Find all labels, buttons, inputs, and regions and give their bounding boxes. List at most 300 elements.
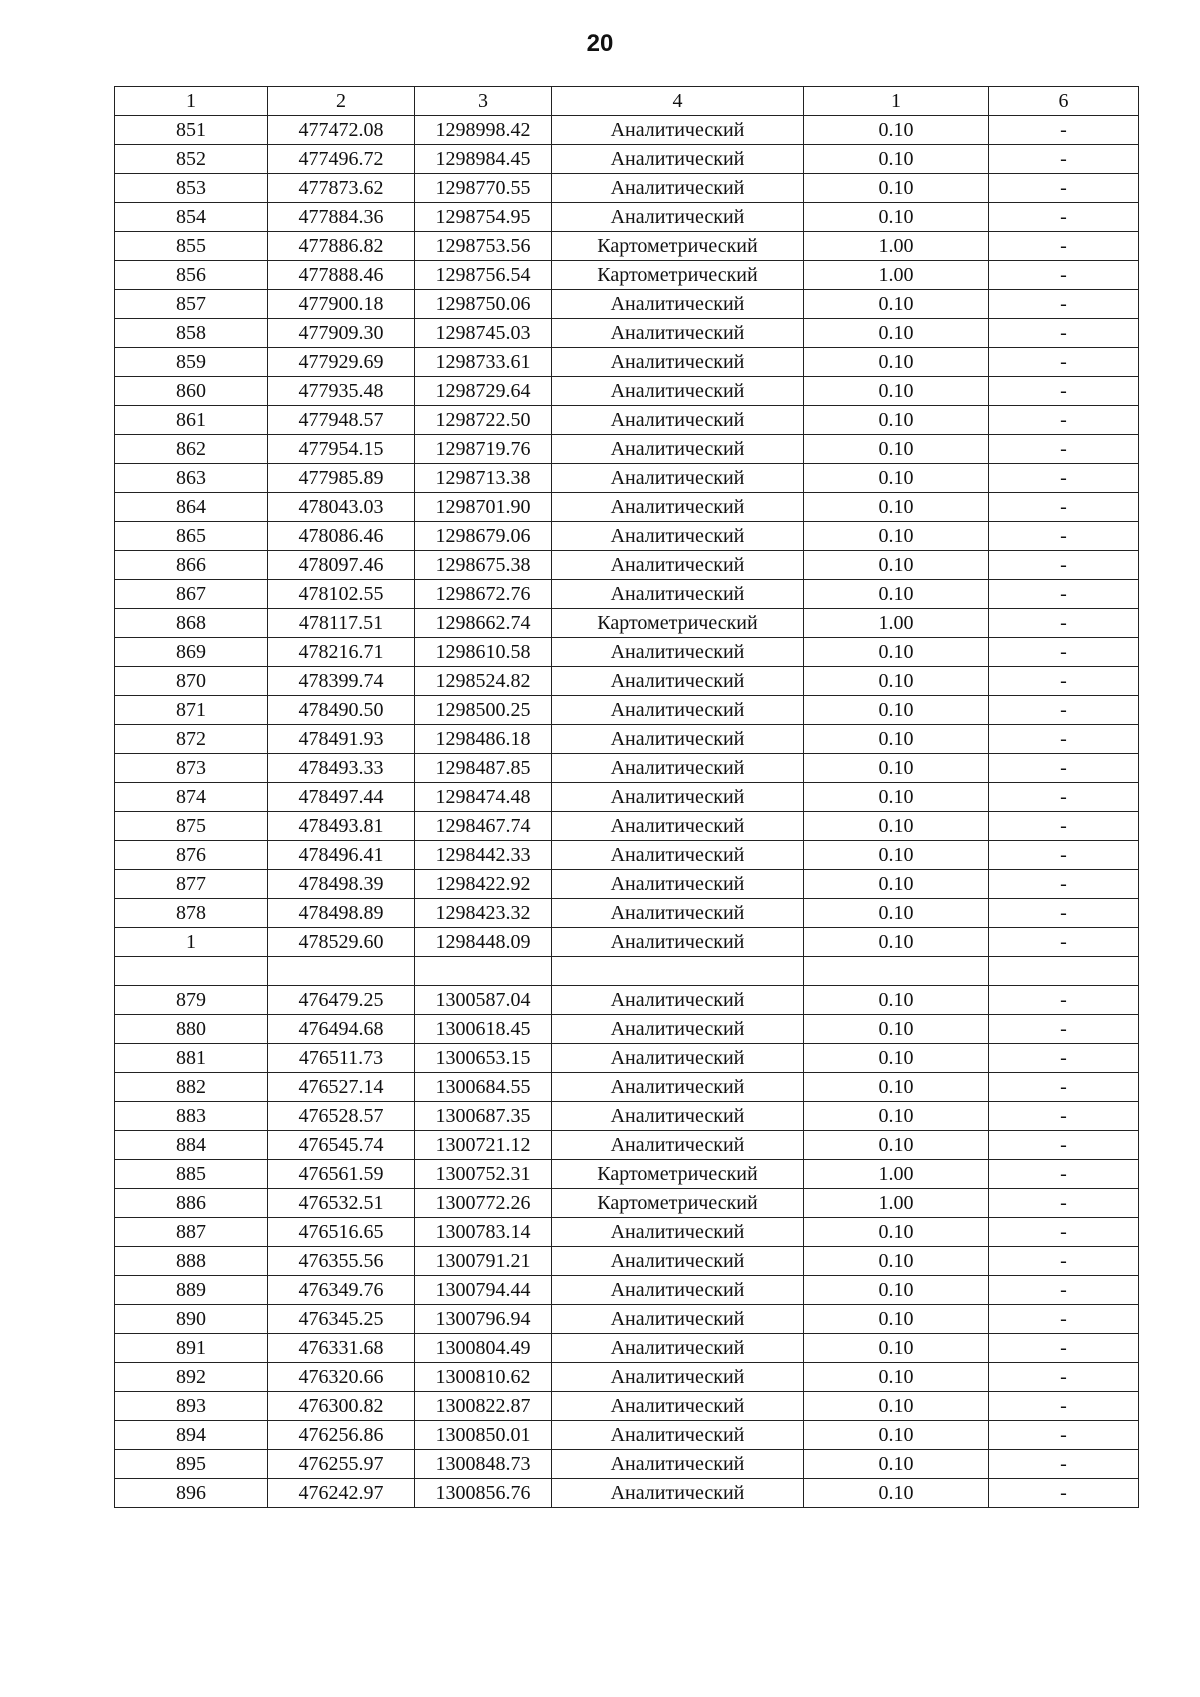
y-coordinate-cell: 1298500.25 (415, 696, 552, 725)
method-cell: Аналитический (552, 377, 804, 406)
accuracy-cell: 1.00 (804, 1189, 989, 1218)
table-row (115, 1247, 1139, 1276)
note-cell: - (989, 638, 1139, 667)
note-cell: - (989, 464, 1139, 493)
x-coordinate-cell: 476494.68 (268, 1015, 415, 1044)
method-cell: Аналитический (552, 899, 804, 928)
x-coordinate-cell: 476479.25 (268, 986, 415, 1015)
point-number-cell: 859 (115, 348, 268, 377)
point-number-cell: 871 (115, 696, 268, 725)
accuracy-cell: 0.10 (804, 435, 989, 464)
header-cell-5: 1 (804, 87, 989, 116)
accuracy-cell: 0.10 (804, 725, 989, 754)
table-row (115, 899, 1139, 928)
y-coordinate-cell: 1300794.44 (415, 1276, 552, 1305)
table-row (115, 957, 1139, 986)
method-cell: Аналитический (552, 203, 804, 232)
y-coordinate-cell: 1298442.33 (415, 841, 552, 870)
y-coordinate-cell: 1300810.62 (415, 1363, 552, 1392)
method-cell: Аналитический (552, 406, 804, 435)
accuracy-cell: 0.10 (804, 290, 989, 319)
y-coordinate-cell: 1298474.48 (415, 783, 552, 812)
table-row (115, 377, 1139, 406)
note-cell: - (989, 406, 1139, 435)
table-row (115, 551, 1139, 580)
table-row (115, 319, 1139, 348)
point-number-cell: 886 (115, 1189, 268, 1218)
x-coordinate-cell: 476545.74 (268, 1131, 415, 1160)
method-cell: Аналитический (552, 1479, 804, 1508)
y-coordinate-cell: 1298753.56 (415, 232, 552, 261)
method-cell: Аналитический (552, 1334, 804, 1363)
point-number-cell: 873 (115, 754, 268, 783)
y-coordinate-cell: 1298524.82 (415, 667, 552, 696)
y-coordinate-cell: 1300783.14 (415, 1218, 552, 1247)
table-row (115, 1102, 1139, 1131)
x-coordinate-cell: 477929.69 (268, 348, 415, 377)
point-number-cell: 880 (115, 1015, 268, 1044)
x-coordinate-cell: 476300.82 (268, 1392, 415, 1421)
point-number-cell: 857 (115, 290, 268, 319)
method-cell: Аналитический (552, 174, 804, 203)
accuracy-cell: 0.10 (804, 667, 989, 696)
table-row (115, 435, 1139, 464)
y-coordinate-cell: 1298423.32 (415, 899, 552, 928)
accuracy-cell: 0.10 (804, 493, 989, 522)
point-number-cell: 870 (115, 667, 268, 696)
note-cell: - (989, 493, 1139, 522)
table-row (115, 696, 1139, 725)
point-number-cell: 856 (115, 261, 268, 290)
table-row (115, 1479, 1139, 1508)
accuracy-cell: 0.10 (804, 1073, 989, 1102)
note-cell: - (989, 1450, 1139, 1479)
method-cell: Аналитический (552, 783, 804, 812)
note-cell: - (989, 551, 1139, 580)
method-cell: Аналитический (552, 638, 804, 667)
point-number-cell: 887 (115, 1218, 268, 1247)
x-coordinate-cell: 477496.72 (268, 145, 415, 174)
table-row (115, 841, 1139, 870)
table-row (115, 1189, 1139, 1218)
accuracy-cell: 0.10 (804, 145, 989, 174)
method-cell: Аналитический (552, 580, 804, 609)
x-coordinate-cell: 476355.56 (268, 1247, 415, 1276)
point-number-cell: 1 (115, 928, 268, 957)
point-number-cell: 866 (115, 551, 268, 580)
method-cell: Аналитический (552, 290, 804, 319)
table-row (115, 232, 1139, 261)
point-number-cell: 861 (115, 406, 268, 435)
accuracy-cell: 0.10 (804, 580, 989, 609)
point-number-cell: 877 (115, 870, 268, 899)
accuracy-cell: 0.10 (804, 783, 989, 812)
accuracy-cell: 0.10 (804, 870, 989, 899)
method-cell: Аналитический (552, 493, 804, 522)
table-row (115, 1334, 1139, 1363)
x-coordinate-cell: 476511.73 (268, 1044, 415, 1073)
table-row (115, 1131, 1139, 1160)
x-coordinate-cell: 478493.81 (268, 812, 415, 841)
point-number-cell: 889 (115, 1276, 268, 1305)
y-coordinate-cell: 1298672.76 (415, 580, 552, 609)
accuracy-cell: 0.10 (804, 1247, 989, 1276)
y-coordinate-cell: 1300848.73 (415, 1450, 552, 1479)
note-cell: - (989, 145, 1139, 174)
note-cell: - (989, 870, 1139, 899)
accuracy-cell (804, 957, 989, 986)
method-cell: Аналитический (552, 1218, 804, 1247)
point-number-cell: 893 (115, 1392, 268, 1421)
table-row (115, 1073, 1139, 1102)
accuracy-cell: 0.10 (804, 986, 989, 1015)
accuracy-cell: 1.00 (804, 261, 989, 290)
table-row (115, 174, 1139, 203)
x-coordinate-cell: 478117.51 (268, 609, 415, 638)
method-cell: Аналитический (552, 667, 804, 696)
accuracy-cell: 0.10 (804, 1305, 989, 1334)
note-cell: - (989, 1189, 1139, 1218)
method-cell: Аналитический (552, 812, 804, 841)
note-cell: - (989, 522, 1139, 551)
point-number-cell: 851 (115, 116, 268, 145)
method-cell: Аналитический (552, 986, 804, 1015)
note-cell: - (989, 812, 1139, 841)
method-cell: Аналитический (552, 1044, 804, 1073)
table-row (115, 1421, 1139, 1450)
x-coordinate-cell: 478102.55 (268, 580, 415, 609)
x-coordinate-cell: 478493.33 (268, 754, 415, 783)
table-row (115, 1392, 1139, 1421)
table-row (115, 1044, 1139, 1073)
point-number-cell: 852 (115, 145, 268, 174)
note-cell: - (989, 1392, 1139, 1421)
point-number-cell: 854 (115, 203, 268, 232)
table-row (115, 928, 1139, 957)
x-coordinate-cell: 476320.66 (268, 1363, 415, 1392)
point-number-cell: 876 (115, 841, 268, 870)
accuracy-cell: 0.10 (804, 638, 989, 667)
method-cell: Аналитический (552, 551, 804, 580)
x-coordinate-cell: 478086.46 (268, 522, 415, 551)
method-cell: Аналитический (552, 116, 804, 145)
point-number-cell: 874 (115, 783, 268, 812)
x-coordinate-cell: 476528.57 (268, 1102, 415, 1131)
y-coordinate-cell: 1298770.55 (415, 174, 552, 203)
x-coordinate-cell: 478498.39 (268, 870, 415, 899)
x-coordinate-cell: 477900.18 (268, 290, 415, 319)
note-cell: - (989, 232, 1139, 261)
note-cell: - (989, 580, 1139, 609)
table-row (115, 986, 1139, 1015)
accuracy-cell: 0.10 (804, 1421, 989, 1450)
accuracy-cell: 0.10 (804, 348, 989, 377)
note-cell: - (989, 435, 1139, 464)
accuracy-cell: 0.10 (804, 1131, 989, 1160)
y-coordinate-cell: 1300856.76 (415, 1479, 552, 1508)
table-row (115, 725, 1139, 754)
accuracy-cell: 0.10 (804, 522, 989, 551)
coordinates-table (114, 86, 1139, 1508)
accuracy-cell: 0.10 (804, 812, 989, 841)
method-cell: Аналитический (552, 1363, 804, 1392)
x-coordinate-cell: 478529.60 (268, 928, 415, 957)
y-coordinate-cell: 1300796.94 (415, 1305, 552, 1334)
x-coordinate-cell: 478097.46 (268, 551, 415, 580)
table-row (115, 348, 1139, 377)
point-number-cell: 882 (115, 1073, 268, 1102)
y-coordinate-cell: 1298662.74 (415, 609, 552, 638)
y-coordinate-cell: 1300684.55 (415, 1073, 552, 1102)
accuracy-cell: 1.00 (804, 609, 989, 638)
table-row (115, 638, 1139, 667)
note-cell: - (989, 667, 1139, 696)
y-coordinate-cell: 1298754.95 (415, 203, 552, 232)
method-cell: Аналитический (552, 1421, 804, 1450)
note-cell (989, 957, 1139, 986)
accuracy-cell: 0.10 (804, 319, 989, 348)
method-cell: Аналитический (552, 1073, 804, 1102)
x-coordinate-cell: 476242.97 (268, 1479, 415, 1508)
accuracy-cell: 0.10 (804, 928, 989, 957)
point-number-cell: 858 (115, 319, 268, 348)
y-coordinate-cell: 1300687.35 (415, 1102, 552, 1131)
method-cell: Аналитический (552, 1131, 804, 1160)
y-coordinate-cell: 1298467.74 (415, 812, 552, 841)
method-cell: Картометрический (552, 1160, 804, 1189)
accuracy-cell: 0.10 (804, 1479, 989, 1508)
method-cell: Аналитический (552, 464, 804, 493)
method-cell: Аналитический (552, 870, 804, 899)
y-coordinate-cell: 1300804.49 (415, 1334, 552, 1363)
point-number-cell: 867 (115, 580, 268, 609)
accuracy-cell: 0.10 (804, 841, 989, 870)
x-coordinate-cell: 477888.46 (268, 261, 415, 290)
note-cell: - (989, 1305, 1139, 1334)
header-cell-4: 4 (552, 87, 804, 116)
y-coordinate-cell: 1298719.76 (415, 435, 552, 464)
y-coordinate-cell: 1298679.06 (415, 522, 552, 551)
accuracy-cell: 0.10 (804, 1015, 989, 1044)
accuracy-cell: 0.10 (804, 1450, 989, 1479)
y-coordinate-cell: 1298448.09 (415, 928, 552, 957)
table-row (115, 261, 1139, 290)
table-row (115, 754, 1139, 783)
accuracy-cell: 0.10 (804, 754, 989, 783)
y-coordinate-cell: 1298745.03 (415, 319, 552, 348)
method-cell: Аналитический (552, 1276, 804, 1305)
y-coordinate-cell: 1298998.42 (415, 116, 552, 145)
accuracy-cell: 0.10 (804, 551, 989, 580)
table-row (115, 464, 1139, 493)
x-coordinate-cell: 477886.82 (268, 232, 415, 261)
point-number-cell: 862 (115, 435, 268, 464)
x-coordinate-cell: 478497.44 (268, 783, 415, 812)
accuracy-cell: 0.10 (804, 1392, 989, 1421)
note-cell: - (989, 1247, 1139, 1276)
header-cell-1: 1 (115, 87, 268, 116)
table-row (115, 116, 1139, 145)
accuracy-cell: 0.10 (804, 116, 989, 145)
note-cell: - (989, 203, 1139, 232)
method-cell: Аналитический (552, 1102, 804, 1131)
header-cell-6: 6 (989, 87, 1139, 116)
method-cell (552, 957, 804, 986)
method-cell: Аналитический (552, 725, 804, 754)
table-row (115, 522, 1139, 551)
y-coordinate-cell: 1300822.87 (415, 1392, 552, 1421)
note-cell: - (989, 928, 1139, 957)
y-coordinate-cell: 1300618.45 (415, 1015, 552, 1044)
point-number-cell: 895 (115, 1450, 268, 1479)
table-row (115, 1305, 1139, 1334)
table-row (115, 1276, 1139, 1305)
accuracy-cell: 0.10 (804, 203, 989, 232)
note-cell: - (989, 725, 1139, 754)
y-coordinate-cell (415, 957, 552, 986)
point-number-cell (115, 957, 268, 986)
method-cell: Картометрический (552, 261, 804, 290)
table-row (115, 406, 1139, 435)
x-coordinate-cell: 476331.68 (268, 1334, 415, 1363)
point-number-cell: 883 (115, 1102, 268, 1131)
note-cell: - (989, 1131, 1139, 1160)
point-number-cell: 879 (115, 986, 268, 1015)
point-number-cell: 888 (115, 1247, 268, 1276)
table-body (115, 116, 1139, 1508)
point-number-cell: 860 (115, 377, 268, 406)
y-coordinate-cell: 1300721.12 (415, 1131, 552, 1160)
note-cell: - (989, 783, 1139, 812)
table-row (115, 870, 1139, 899)
y-coordinate-cell: 1298756.54 (415, 261, 552, 290)
x-coordinate-cell: 477873.62 (268, 174, 415, 203)
accuracy-cell: 0.10 (804, 1102, 989, 1131)
method-cell: Картометрический (552, 609, 804, 638)
x-coordinate-cell: 476256.86 (268, 1421, 415, 1450)
point-number-cell: 853 (115, 174, 268, 203)
table-row (115, 812, 1139, 841)
point-number-cell: 869 (115, 638, 268, 667)
table-row (115, 203, 1139, 232)
accuracy-cell: 0.10 (804, 464, 989, 493)
note-cell: - (989, 1363, 1139, 1392)
accuracy-cell: 0.10 (804, 696, 989, 725)
y-coordinate-cell: 1298610.58 (415, 638, 552, 667)
accuracy-cell: 0.10 (804, 377, 989, 406)
method-cell: Аналитический (552, 1305, 804, 1334)
method-cell: Аналитический (552, 1247, 804, 1276)
y-coordinate-cell: 1300791.21 (415, 1247, 552, 1276)
header-cell-3: 3 (415, 87, 552, 116)
note-cell: - (989, 1015, 1139, 1044)
point-number-cell: 864 (115, 493, 268, 522)
accuracy-cell: 0.10 (804, 899, 989, 928)
x-coordinate-cell: 477472.08 (268, 116, 415, 145)
note-cell: - (989, 174, 1139, 203)
method-cell: Аналитический (552, 435, 804, 464)
page-number: 20 (586, 30, 614, 57)
method-cell: Аналитический (552, 841, 804, 870)
x-coordinate-cell: 478490.50 (268, 696, 415, 725)
x-coordinate-cell: 476527.14 (268, 1073, 415, 1102)
x-coordinate-cell: 476349.76 (268, 1276, 415, 1305)
point-number-cell: 890 (115, 1305, 268, 1334)
point-number-cell: 878 (115, 899, 268, 928)
table-row (115, 667, 1139, 696)
x-coordinate-cell: 477948.57 (268, 406, 415, 435)
point-number-cell: 891 (115, 1334, 268, 1363)
y-coordinate-cell: 1298984.45 (415, 145, 552, 174)
y-coordinate-cell: 1298733.61 (415, 348, 552, 377)
x-coordinate-cell: 478496.41 (268, 841, 415, 870)
point-number-cell: 872 (115, 725, 268, 754)
point-number-cell: 865 (115, 522, 268, 551)
method-cell: Аналитический (552, 1392, 804, 1421)
method-cell: Аналитический (552, 696, 804, 725)
x-coordinate-cell (268, 957, 415, 986)
table-row (115, 609, 1139, 638)
note-cell: - (989, 1073, 1139, 1102)
y-coordinate-cell: 1300772.26 (415, 1189, 552, 1218)
point-number-cell: 894 (115, 1421, 268, 1450)
table-row (115, 1363, 1139, 1392)
method-cell: Картометрический (552, 1189, 804, 1218)
point-number-cell: 875 (115, 812, 268, 841)
accuracy-cell: 1.00 (804, 232, 989, 261)
y-coordinate-cell: 1298486.18 (415, 725, 552, 754)
accuracy-cell: 0.10 (804, 1044, 989, 1073)
y-coordinate-cell: 1298701.90 (415, 493, 552, 522)
x-coordinate-cell: 476532.51 (268, 1189, 415, 1218)
note-cell: - (989, 377, 1139, 406)
note-cell: - (989, 754, 1139, 783)
header-row (115, 87, 1139, 116)
method-cell: Аналитический (552, 319, 804, 348)
method-cell: Аналитический (552, 928, 804, 957)
table-row (115, 1218, 1139, 1247)
x-coordinate-cell: 476561.59 (268, 1160, 415, 1189)
note-cell: - (989, 319, 1139, 348)
table-row (115, 493, 1139, 522)
y-coordinate-cell: 1300653.15 (415, 1044, 552, 1073)
method-cell: Аналитический (552, 522, 804, 551)
table-header (115, 87, 1139, 116)
accuracy-cell: 0.10 (804, 406, 989, 435)
note-cell: - (989, 1479, 1139, 1508)
point-number-cell: 896 (115, 1479, 268, 1508)
y-coordinate-cell: 1298722.50 (415, 406, 552, 435)
x-coordinate-cell: 476345.25 (268, 1305, 415, 1334)
point-number-cell: 863 (115, 464, 268, 493)
method-cell: Аналитический (552, 145, 804, 174)
note-cell: - (989, 1102, 1139, 1131)
y-coordinate-cell: 1300752.31 (415, 1160, 552, 1189)
x-coordinate-cell: 476516.65 (268, 1218, 415, 1247)
table-row (115, 1450, 1139, 1479)
accuracy-cell: 1.00 (804, 1160, 989, 1189)
y-coordinate-cell: 1298713.38 (415, 464, 552, 493)
method-cell: Картометрический (552, 232, 804, 261)
point-number-cell: 868 (115, 609, 268, 638)
x-coordinate-cell: 478498.89 (268, 899, 415, 928)
x-coordinate-cell: 478043.03 (268, 493, 415, 522)
y-coordinate-cell: 1298729.64 (415, 377, 552, 406)
x-coordinate-cell: 478399.74 (268, 667, 415, 696)
note-cell: - (989, 1160, 1139, 1189)
method-cell: Аналитический (552, 1015, 804, 1044)
note-cell: - (989, 899, 1139, 928)
